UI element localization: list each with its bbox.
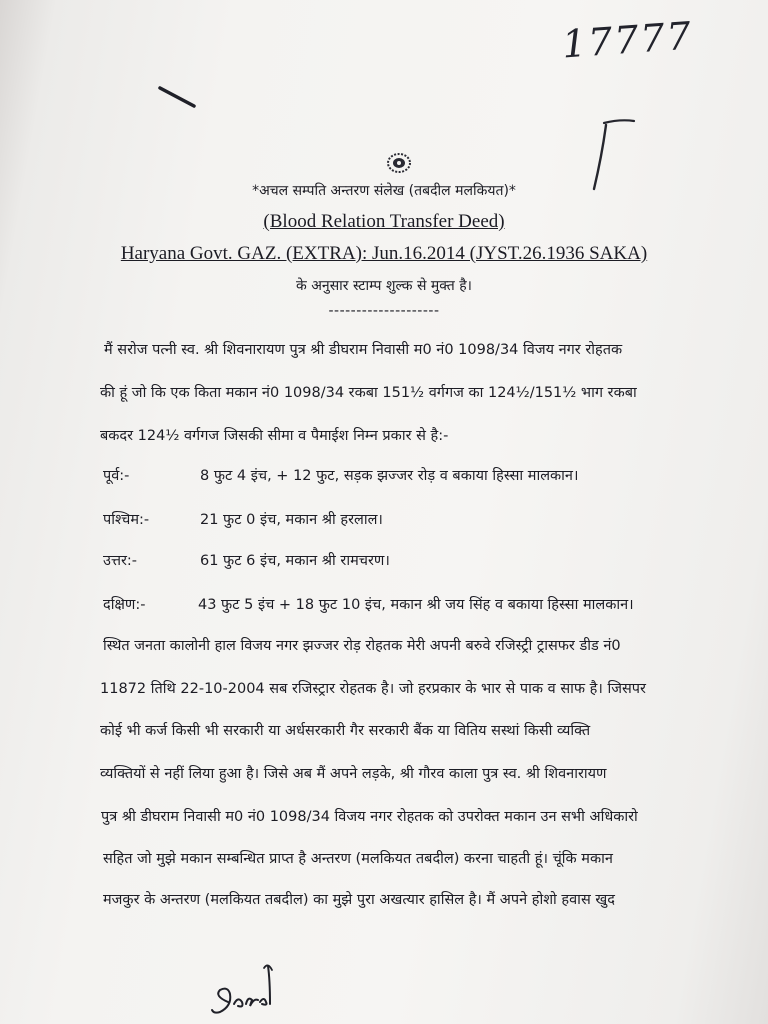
pen-stroke-mark [158,86,198,110]
intro-line: मैं सरोज पत्नी स्व. श्री शिवनारायण पुत्र श्री डीघराम निवासी म0 नं0 1098/34 विजय नगर रोहतक [104,342,623,358]
boundary-label-east: पूर्व:- [103,468,130,484]
intro-line: बकदर 124½ वर्गगज जिसकी सीमा व पैमाईश निम्न प्रकार से है:- [100,428,449,444]
boundary-label-south: दक्षिण:- [103,597,146,613]
boundary-value-south: 43 फुट 5 इंच + 18 फुट 10 इंच, मकान श्री जय सिंह व बकाया हिस्सा मालकान। [198,597,634,613]
handwritten-doc-number: 17777 [560,13,695,67]
boundary-value-north: 61 फुट 6 इंच, मकान श्री रामचरण। [200,553,390,569]
body-line: मजकुर के अन्तरण (मलकियत तबदील) का मुझे पुरा अखत्यार हासिल है। मैं अपने होशो हवास खुद [103,892,615,908]
stamp-duty-note: के अनुसार स्टाम्प शुल्क से मुक्त है। [296,278,472,294]
body-line: कोई भी कर्ज किसी भी सरकारी या अर्धसरकारी गैर सरकारी बैंक या वितिय सस्थां किसी व्यक्ति [100,723,591,739]
boundary-label-west: पश्चिम:- [103,512,150,528]
body-line: पुत्र श्री डीघराम निवासी म0 नं0 1098/34 विजय नगर रोहतक को उपरोक्त मकान उन सभी अधिकारो [101,809,638,825]
body-line: स्थित जनता कालोनी हाल विजय नगर झज्जर रोड़ रोहतक मेरी अपनी बरुवे रजिस्ट्री ट्रासफर डीड नं0 [103,638,621,654]
om-emblem-icon [386,152,412,174]
body-line: 11872 तिथि 22-10-2004 सब रजिस्ट्रार रोहतक है। जो हरप्रकार के भार से पाक व साफ है। जिसपर [100,681,646,697]
body-line: व्यक्तियों से नहीं लिया हुआ है। जिसे अब मैं अपने लड़के, श्री गौरव काला पुत्र स्व. श्री शिवनारायण [100,766,607,782]
document-subtitle: (Blood Relation Transfer Deed) [263,211,505,232]
handwritten-signature [206,960,296,1022]
document-title: *अचल सम्पति अन्तरण संलेख (तबदील मलकियत)* [252,183,516,199]
boundary-label-north: उत्तर:- [103,553,138,569]
boundary-value-west: 21 फुट 0 इंच, मकान श्री हरलाल। [200,512,383,528]
boundary-value-east: 8 फुट 4 इंच, + 12 फुट, सड़क झज्जर रोड़ व बकाया हिस्सा मालकान। [200,468,579,484]
intro-line: की हूं जो कि एक किता मकान नं0 1098/34 रकबा 151½ वर्गगज का 124½/151½ भाग रकबा [100,385,637,401]
dashed-divider: -------------------- [328,303,440,319]
body-line: सहित जो मुझे मकान सम्बन्धित प्राप्त है अन्तरण (मलकियत तबदील) करना चाहती हूं। चूंकि मकान [103,851,613,867]
gazette-reference: Haryana Govt. GAZ. (EXTRA): Jun.16.2014 (JYST.26.1936 SAKA) [120,243,648,264]
